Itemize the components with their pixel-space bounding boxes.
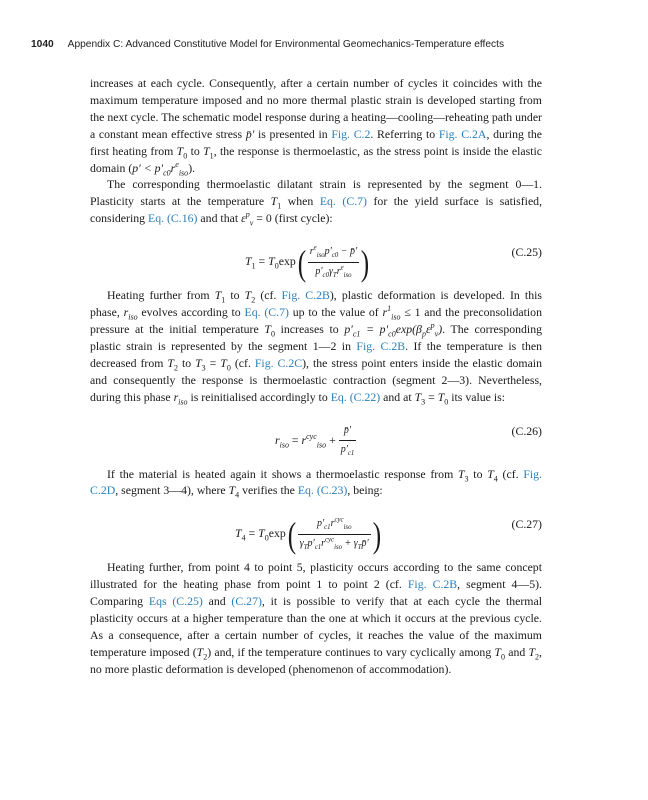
page-number: 1040 xyxy=(31,39,54,50)
paragraph-5: Heating further, from point 4 to point 5, plasticity occurs according to the same concept illustrated for the heating phase from point 1 to point 2 (cf. Fig. C.2B, segment 4—5). Comparing Eqs (C.25) and (C.27), it is possible to verify that at each cycle the thermal plasticity occurs at a higher temperature than the one at which it occurs at the previous cycle. As a consequence, after a certain number of cycles, it reaches the value of the maximum temperature imposed $(T_2)$ and, if the temperature continues to vary cyclically among $T_0$ and $T_2$, no more plastic deformation is developed (phenomenon of accommodation). xyxy=(90,560,543,676)
math-p-bar: p̄′ xyxy=(245,126,255,141)
equation-c27: $T_4 = T_0\exp$( $\frac{p'_{c1}r^{cyc}_{iso}}{\gamma_Tp'_{c1}r^{cyc}_{iso} + \gamma_Tp̄'}$ ) (C.27) xyxy=(235,514,542,555)
paragraph-1: increases at each cycle. Consequently, after a certain number of cycles it coincides with the maximum temperature imposed and no more thermal plastic strain is developed starting from the next cycle. The schematic model response during a heating—cooling—reheating path under a constant mean effective stress p̄′ is presented in Fig. C.2. Referring to Fig. C.2A, during the first heating from $T_0$ to $T_1$, the response is thermoelastic, as the stress point is inside the elastic domain $(p' < p'_{c0}r^e_{iso})$. xyxy=(90,76,542,177)
link-eqs-c25[interactable]: Eqs (C.25) xyxy=(148,594,203,609)
page-body xyxy=(90,75,542,678)
equation-c26: $r_{iso} = r^{cyc}_{iso}$ + $\frac{p̄'}{p'_{c1}}$ (C.26) xyxy=(275,423,542,458)
running-title: Appendix C: Advanced Constitutive Model for Environmental Geomechanics-Temperature effects xyxy=(67,39,505,50)
link-fig-c2[interactable]: Fig. C.2 xyxy=(331,126,371,141)
link-fig-c2c[interactable]: Fig. C.2C xyxy=(254,355,303,370)
link-fig-c2b-3[interactable]: Fig. C.2B xyxy=(407,577,458,592)
link-eq-c23[interactable]: Eq. (C.23) xyxy=(297,483,348,498)
equation-number: (C.27) xyxy=(511,517,542,532)
link-fig-c2b-2[interactable]: Fig. C.2B xyxy=(356,338,406,353)
equation-number: (C.25) xyxy=(511,245,542,260)
link-eq-c16[interactable]: Eq. (C.16) xyxy=(148,211,198,226)
equation-number: (C.26) xyxy=(511,423,542,438)
link-eq-c7[interactable]: Eq. (C.7) xyxy=(319,194,367,209)
link-fig-c2d[interactable]: Fig. C.2D xyxy=(90,466,542,498)
paragraph-3: Heating further from $T_1$ to $T_2$ (cf. Fig. C.2B), plastic deformation is developed. In this phase, $r_{iso}$ evolves according to Eq. (C.7) up to the value of $r^1_{iso} \le 1$ and the preconsolidation pressure at the initial temperature $T_0$ increases to $p'_{c1} = p'_{c0}\exp(\beta_p\varepsilon^p_v)$. The corresponding plastic strain is represented by the segment 1—2 in Fig. C.2B. If the temperature is then decreased from $T_2$ to $T_3 = T_0$ (cf. Fig. C.2C), the stress point enters inside the elastic domain and consequently the response is thermoelastic contraction (segment 2—3). Nevertheless, during this phase $r_{iso}$ is reinitialised accordingly to Eq. (C.22) and at $T_3 = T_0$ its value is: xyxy=(90,288,543,406)
link-eq-c27[interactable]: (C.27) xyxy=(231,594,262,609)
link-fig-c2b[interactable]: Fig. C.2B xyxy=(281,288,330,303)
paragraph-4: If the material is heated again it shows a thermoelastic response from $T_3$ to $T_4$ (cf. Fig. C.2D, segment 3—4), where $T_4$ verifies the Eq. (C.23), being: xyxy=(90,466,542,500)
link-fig-c2a[interactable]: Fig. C.2A xyxy=(438,126,487,141)
running-header xyxy=(31,39,504,50)
paragraph-2: The corresponding thermoelastic dilatant strain is represented by the segment 0—1. Plasticity starts at the temperature $T_1$ when Eq. (C.7) for the yield surface is satisfied, considering Eq. (C.16) and that $\varepsilon^p_v = 0$ (first cycle): xyxy=(90,177,543,228)
link-eq-c22[interactable]: Eq. (C.22) xyxy=(330,389,381,404)
equation-c25: $T_1 = T_0\exp$( $\frac{r^e_{iso}p'_{c0} - p̄'}{p'_{c0}\gamma_Tr^e_{iso}}$ ) (C.25) xyxy=(245,242,542,283)
link-eq-c7[interactable]: Eq. (C.7) xyxy=(244,305,289,320)
